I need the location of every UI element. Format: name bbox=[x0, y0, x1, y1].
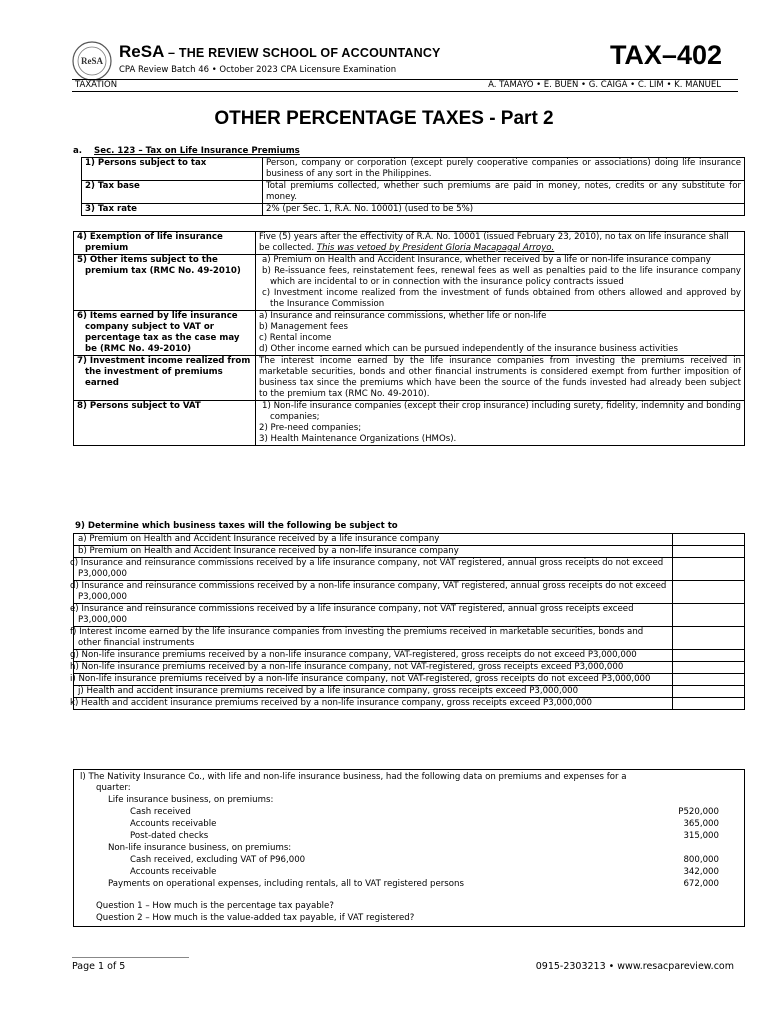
section-a-heading: a. Sec. 123 – Tax on Life Insurance Premiums bbox=[73, 146, 300, 156]
nonlife-row-amount: 800,000 bbox=[683, 855, 719, 865]
table-row bbox=[74, 401, 745, 446]
answer-cell bbox=[673, 650, 745, 662]
answer-cell bbox=[673, 674, 745, 686]
subject-label: TAXATION bbox=[75, 80, 118, 90]
q9-item: a) Premium on Health and Accident Insurance received by a life insurance company bbox=[74, 534, 673, 546]
page-number: Page 1 of 5 bbox=[72, 961, 126, 972]
list-item: d) Other income earned which can be pursued independently of the insurance business activities bbox=[259, 344, 679, 354]
answer-cell bbox=[673, 662, 745, 674]
problem-intro-cont: quarter: bbox=[96, 783, 131, 793]
list-item: a) Premium on Health and Accident Insurance, whether received by a life or non-life insurance company bbox=[262, 255, 711, 265]
premium-tax-basics-table bbox=[81, 157, 745, 216]
footer-divider bbox=[72, 957, 189, 958]
list-item: c) Investment income realized from the investment of funds obtained from others allowed and approved by the Insurance Commission bbox=[262, 288, 741, 309]
q9-item: c) Insurance and reinsurance commissions received by a life insurance company, not VAT registered, annual gross receipts do not exceed P3,000,000 bbox=[74, 558, 673, 581]
row-text: The interest income earned by the life insurance companies from investing the premiums received in marketable securities, bonds and other financial instruments is considered exempt from further imposition of business tax since the premiums which have been the source of the funds invested had already been subject to the premium tax (RMC No. 49-2010). bbox=[256, 356, 745, 401]
table-row bbox=[74, 686, 745, 698]
row-label: 3) Tax rate bbox=[82, 204, 263, 216]
row-items bbox=[256, 401, 745, 446]
resa-seal-logo bbox=[72, 41, 112, 81]
row-label: 7) Investment income realized from the investment of premiums earned bbox=[74, 356, 256, 401]
header-divider-bottom bbox=[72, 91, 738, 92]
life-row-amount: P520,000 bbox=[678, 807, 719, 817]
answer-cell bbox=[673, 686, 745, 698]
life-row-amount: 315,000 bbox=[683, 831, 719, 841]
school-name: ReSA – THE REVIEW SCHOOL OF ACCOUNTANCY bbox=[119, 42, 441, 61]
row-text: Total premiums collected, whether such premiums are paid in money, notes, credits or any substitute for money. bbox=[263, 181, 745, 204]
table-row bbox=[74, 662, 745, 674]
problem-l-box bbox=[73, 769, 745, 927]
payments-amount: 672,000 bbox=[683, 879, 719, 889]
row-items bbox=[256, 255, 745, 311]
q9-item: g) Non-life insurance premiums received by a non-life insurance company, VAT-registered, gross receipts do not exceed P3,000,000 bbox=[74, 650, 673, 662]
list-item: 1) Non-life insurance companies (except their crop insurance) including surety, fidelity, indemnity and bonding companies; bbox=[262, 401, 741, 422]
q9-item: b) Premium on Health and Accident Insurance received by a non-life insurance company bbox=[74, 546, 673, 558]
list-item: 2) Pre-need companies; bbox=[259, 423, 362, 433]
life-row-label: Cash received bbox=[130, 807, 191, 817]
row-text: Person, company or corporation (except purely cooperative companies or associations) doing life insurance business of any sort in the Philippines. bbox=[263, 158, 745, 181]
table-row bbox=[74, 650, 745, 662]
handout-code: TAX–402 bbox=[609, 40, 722, 70]
answer-cell bbox=[673, 546, 745, 558]
list-item: b) Re-issuance fees, reinstatement fees, renewal fees as well as penalties paid to the life insurance company which are incidental to or in connection with the insurance policy contracts issued bbox=[262, 266, 741, 287]
life-heading: Life insurance business, on premiums: bbox=[108, 795, 274, 805]
life-row-amount: 365,000 bbox=[683, 819, 719, 829]
table-row bbox=[82, 204, 745, 216]
row-text: Five (5) years after the effectivity of R.A. No. 10001 (issued February 23, 2010), no tax on life insurance shall be collected. This was vetoed by President Gloria Macapagal Arroyo. bbox=[256, 232, 745, 255]
q9-item: j) Health and accident insurance premiums received by a life insurance company, gross receipts exceed P3,000,000 bbox=[74, 686, 673, 698]
q9-item: i) Non-life insurance premiums received by a non-life insurance company, not VAT-registered, gross receipts do not exceed P3,000,000 bbox=[74, 674, 673, 686]
answer-cell bbox=[673, 534, 745, 546]
row-label: 5) Other items subject to the premium tax (RMC No. 49-2010) bbox=[74, 255, 256, 311]
nonlife-row-label: Accounts receivable bbox=[130, 867, 217, 877]
table-row bbox=[74, 558, 745, 581]
q9-item: f) Interest income earned by the life insurance companies from investing the premiums received in marketable securities, bonds and other financial instruments bbox=[74, 627, 673, 650]
q9-item: k) Health and accident insurance premiums received by a non-life insurance company, gross receipts exceed P3,000,000 bbox=[74, 698, 673, 710]
table-row bbox=[74, 232, 745, 255]
q9-item: h) Non-life insurance premiums received by a non-life insurance company, not VAT-registered, gross receipts exceed P3,000,000 bbox=[74, 662, 673, 674]
list-item: a) Insurance and reinsurance commissions, whether life or non-life bbox=[259, 311, 547, 321]
row-items bbox=[256, 311, 745, 356]
table-row bbox=[82, 158, 745, 181]
row-label: 6) Items earned by life insurance company subject to VAT or percentage tax as the case may be (RMC No. 49-2010) bbox=[74, 311, 256, 356]
table-row bbox=[74, 581, 745, 604]
answer-cell bbox=[673, 581, 745, 604]
row-text: 2% (per Sec. 1, R.A. No. 10001) (used to be 5%) bbox=[263, 204, 745, 216]
question-9-table bbox=[70, 533, 745, 710]
answer-cell bbox=[673, 627, 745, 650]
table-row bbox=[74, 534, 745, 546]
payments-label: Payments on operational expenses, including rentals, all to VAT registered persons bbox=[108, 879, 464, 889]
life-row-label: Accounts receivable bbox=[130, 819, 217, 829]
batch-subline: CPA Review Batch 46 • October 2023 CPA Licensure Examination bbox=[119, 65, 397, 75]
svg-text:ReSA: ReSA bbox=[81, 56, 103, 66]
table-row bbox=[74, 698, 745, 710]
question-9-heading: 9) Determine which business taxes will the following be subject to bbox=[75, 521, 398, 531]
premium-tax-details-table bbox=[73, 231, 745, 446]
table-row bbox=[74, 627, 745, 650]
table-row bbox=[74, 255, 745, 311]
table-row bbox=[74, 311, 745, 356]
question-1: Question 1 – How much is the percentage tax payable? bbox=[96, 901, 334, 911]
contact-info: 0915-2303213 • www.resacpareview.com bbox=[535, 961, 734, 972]
answer-cell bbox=[673, 604, 745, 627]
row-label: 4) Exemption of life insurance premium bbox=[74, 232, 256, 255]
page-title: OTHER PERCENTAGE TAXES - Part 2 bbox=[214, 108, 554, 129]
table-row bbox=[82, 181, 745, 204]
row-label: 8) Persons subject to VAT bbox=[74, 401, 256, 446]
nonlife-heading: Non-life insurance business, on premiums: bbox=[108, 843, 292, 853]
question-2: Question 2 – How much is the value-added tax payable, if VAT registered? bbox=[96, 913, 415, 923]
list-item: b) Management fees bbox=[259, 322, 348, 332]
table-row bbox=[74, 356, 745, 401]
q9-item: e) Insurance and reinsurance commissions received by a life insurance company, not VAT registered, annual gross receipts exceed P3,000,000 bbox=[74, 604, 673, 627]
nonlife-row-label: Cash received, excluding VAT of P96,000 bbox=[130, 855, 306, 865]
q9-item: d) Insurance and reinsurance commissions received by a non-life insurance company, VAT registered, annual gross receipts do not exceed P3,000,000 bbox=[74, 581, 673, 604]
nonlife-row-amount: 342,000 bbox=[683, 867, 719, 877]
authors-label: A. TAMAYO • E. BUEN • G. CAIGA • C. LIM • K. MANUEL bbox=[488, 80, 721, 90]
answer-cell bbox=[673, 698, 745, 710]
list-item: c) Rental income bbox=[259, 333, 332, 343]
life-row-label: Post-dated checks bbox=[130, 831, 209, 841]
table-row bbox=[74, 604, 745, 627]
table-row bbox=[74, 546, 745, 558]
answer-cell bbox=[673, 558, 745, 581]
row-label: 1) Persons subject to tax bbox=[82, 158, 263, 181]
problem-intro: l) The Nativity Insurance Co., with life and non-life insurance business, had the following data on premiums and expenses for a bbox=[80, 772, 627, 782]
table-row bbox=[74, 674, 745, 686]
row-label: 2) Tax base bbox=[82, 181, 263, 204]
list-item: 3) Health Maintenance Organizations (HMOs). bbox=[259, 434, 457, 444]
